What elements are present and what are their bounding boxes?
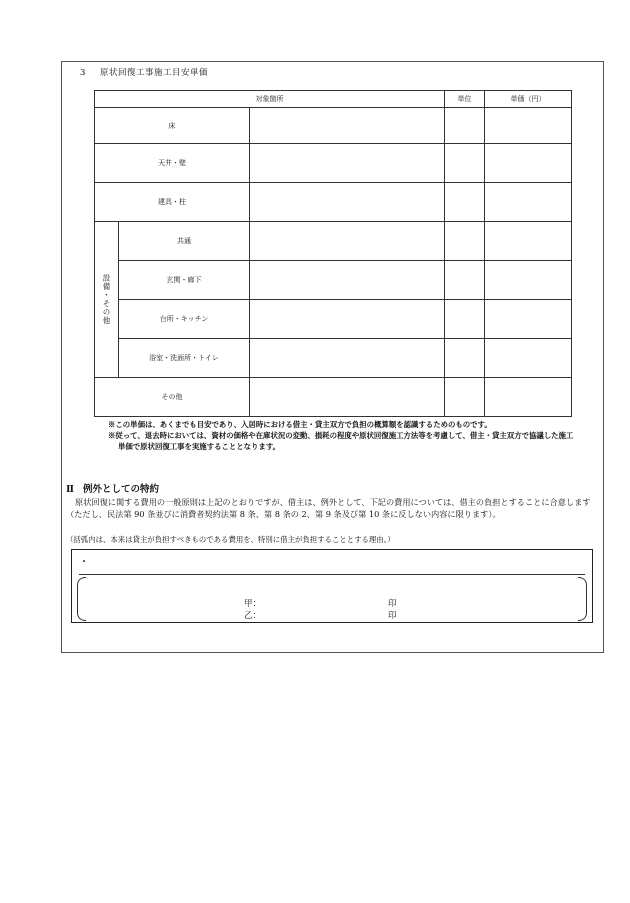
row-fixtures-unit xyxy=(445,183,485,222)
note-1: ※この単価は、あくまでも目安であり、入居時における借主・貸主双方で負担の概算額を認識するためのものです。 xyxy=(108,420,492,429)
row-ceiling-desc xyxy=(250,144,445,183)
row-floor-label: 床 xyxy=(95,108,250,144)
special-agreement-box xyxy=(71,549,593,623)
section3-title: 原状回復工事施工目安単価 xyxy=(100,68,209,78)
party-b-seal: 印 xyxy=(388,611,397,621)
equipment-group-label: 設備・その他 xyxy=(95,222,119,378)
row-bath-price xyxy=(485,339,572,378)
row-kitchen-label: 台所・キッチン xyxy=(119,300,250,339)
party-a-seal: 印 xyxy=(388,599,397,609)
unit-price-table xyxy=(94,90,572,417)
header-unit: 単位 xyxy=(445,91,485,108)
section2-title: 例外としての特約 xyxy=(83,484,160,495)
row-entrance-label: 玄関・廊下 xyxy=(119,261,250,300)
header-target: 対象箇所 xyxy=(95,91,445,108)
table-notes xyxy=(108,419,578,452)
row-other-label: その他 xyxy=(95,378,250,417)
agreement-bullet: ・ xyxy=(79,557,89,568)
row-common-price xyxy=(485,222,572,261)
row-bath-desc xyxy=(250,339,445,378)
section2-roman: Ⅱ xyxy=(66,484,75,495)
row-ceiling-unit xyxy=(445,144,485,183)
row-entrance-desc xyxy=(250,261,445,300)
party-b-label: 乙： xyxy=(244,611,262,621)
row-floor-unit xyxy=(445,108,485,144)
row-kitchen-unit xyxy=(445,300,485,339)
row-ceiling-price xyxy=(485,144,572,183)
row-fixtures-label: 建具・柱 xyxy=(95,183,250,222)
row-kitchen-desc xyxy=(250,300,445,339)
section3-heading xyxy=(80,66,208,78)
row-bath-unit xyxy=(445,339,485,378)
row-fixtures-desc xyxy=(250,183,445,222)
row-entrance-unit xyxy=(445,261,485,300)
note-2: ※従って、退去時においては、資材の価格や在庫状況の変動、損耗の程度や原状回復施工方法等を考慮して、借主・貸主双方で協議した施工単価で原状回復工事を実施することとなります。 xyxy=(108,431,574,451)
row-other-desc xyxy=(250,378,445,417)
row-common-desc xyxy=(250,222,445,261)
row-common-unit xyxy=(445,222,485,261)
row-other-price xyxy=(485,378,572,417)
agreement-entry-line xyxy=(79,574,585,575)
row-bath-label: 浴室・洗面所・トイレ xyxy=(119,339,250,378)
section2-paragraph: 原状回復に関する費用の一般原則は上記のとおりですが、借主は、例外として、下記の費用については、借主の負担とすることに合意します（ただし、民法第 90 条並びに消費者契約法第 8 条、第 8 条の 2、第 9 条及び第 10 条に反しない内容に限ります）。 xyxy=(66,497,591,520)
section2-heading xyxy=(66,481,159,495)
row-floor-price xyxy=(485,108,572,144)
row-ceiling-label: 天井・壁 xyxy=(95,144,250,183)
row-entrance-price xyxy=(485,261,572,300)
row-other-unit xyxy=(445,378,485,417)
section2-paren-note: （括弧内は、本来は貸主が負担すべきものである費用を、特別に借主が負担することとする理由。） xyxy=(66,535,395,544)
row-common-label: 共通 xyxy=(119,222,250,261)
party-a-label: 甲： xyxy=(244,599,262,609)
section3-number: 3 xyxy=(80,68,86,78)
header-price: 単価（円） xyxy=(485,91,572,108)
row-floor-desc xyxy=(250,108,445,144)
left-bracket xyxy=(77,577,86,621)
right-bracket xyxy=(578,577,587,621)
row-kitchen-price xyxy=(485,300,572,339)
row-fixtures-price xyxy=(485,183,572,222)
